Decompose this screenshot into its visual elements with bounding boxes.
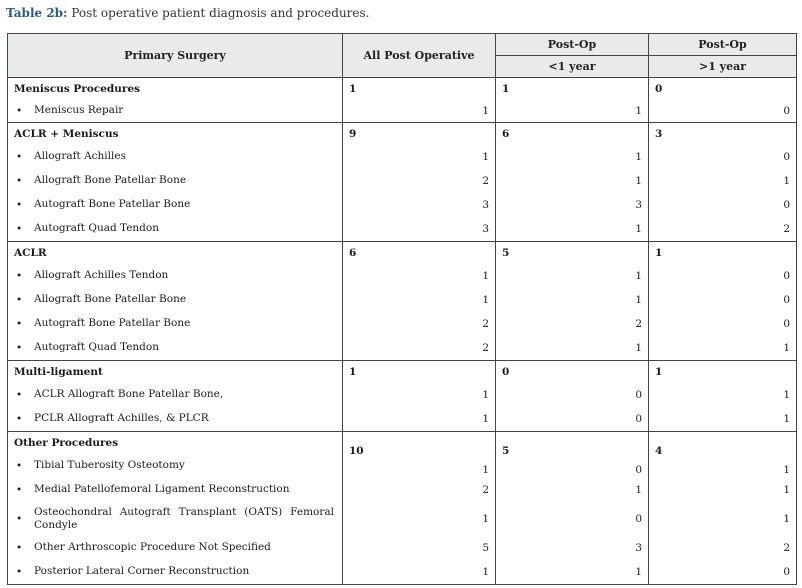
section-total: 10 — [349, 445, 364, 457]
section-row — [8, 432, 797, 585]
item-name: Allograft Achilles Tendon — [34, 269, 169, 282]
list-item — [8, 454, 342, 478]
item-value: 1 — [635, 223, 642, 235]
section-row — [8, 361, 797, 432]
bullet-icon: • — [16, 223, 23, 235]
value-cell — [649, 78, 797, 123]
section-total: 1 — [655, 366, 663, 378]
list-item — [8, 383, 342, 407]
bullet-icon: • — [16, 484, 23, 496]
section-row — [8, 123, 797, 242]
diagnosis-table — [7, 33, 797, 585]
value-cell — [343, 123, 496, 242]
section-total: 5 — [502, 445, 510, 457]
item-value: 0 — [783, 566, 790, 578]
item-value: 1 — [783, 513, 790, 525]
caption-text: Post operative patient diagnosis and procedures. — [67, 6, 370, 20]
item-value: 1 — [482, 566, 489, 578]
item-value: 1 — [783, 413, 790, 425]
bullet-icon: • — [16, 460, 23, 472]
item-value: 1 — [635, 105, 642, 117]
section-row — [8, 242, 797, 361]
section-title: Other Procedures — [14, 437, 119, 449]
item-value: 0 — [783, 151, 790, 163]
item-value: 0 — [635, 464, 642, 476]
list-item — [8, 536, 342, 560]
item-value: 0 — [783, 270, 790, 282]
section-label-cell — [8, 242, 343, 361]
item-value: 1 — [783, 464, 790, 476]
section-title: Meniscus Procedures — [14, 83, 141, 95]
list-item — [8, 560, 342, 584]
item-value: 1 — [482, 294, 489, 306]
item-value: 0 — [635, 389, 642, 401]
item-value: 3 — [635, 542, 642, 554]
item-name: Allograft Bone Patellar Bone — [34, 293, 187, 306]
bullet-icon: • — [16, 270, 23, 282]
section-total: 4 — [655, 445, 663, 457]
item-value: 0 — [783, 199, 790, 211]
item-value: 2 — [482, 318, 489, 330]
item-value: 2 — [482, 175, 489, 187]
item-value: 1 — [635, 566, 642, 578]
bullet-icon: • — [16, 199, 23, 211]
item-value: 3 — [635, 199, 642, 211]
item-value: 5 — [482, 542, 489, 554]
header-primary-surgery: Primary Surgery — [8, 34, 343, 78]
item-value: 1 — [482, 270, 489, 282]
bullet-icon: • — [16, 413, 23, 425]
section-row — [8, 78, 797, 123]
item-name: ACLR Allograft Bone Patellar Bone, — [34, 388, 224, 401]
item-value: 1 — [635, 294, 642, 306]
item-value: 2 — [635, 318, 642, 330]
item-value: 1 — [635, 342, 642, 354]
item-value: 1 — [482, 464, 489, 476]
value-cell — [496, 123, 649, 242]
item-value: 0 — [783, 294, 790, 306]
section-label-cell — [8, 432, 343, 585]
bullet-icon: • — [16, 318, 23, 330]
list-item — [8, 407, 342, 431]
value-cell — [343, 361, 496, 432]
list-item — [8, 312, 342, 336]
item-name: Tibial Tuberosity Osteotomy — [34, 459, 185, 472]
list-item — [8, 264, 342, 288]
table-caption — [6, 6, 369, 20]
value-cell — [496, 242, 649, 361]
item-value: 2 — [482, 484, 489, 496]
bullet-icon: • — [16, 294, 23, 306]
item-value: 0 — [783, 318, 790, 330]
item-value: 1 — [783, 342, 790, 354]
section-total: 9 — [349, 128, 357, 140]
list-item — [8, 100, 342, 122]
item-value: 1 — [783, 389, 790, 401]
item-value: 0 — [635, 513, 642, 525]
value-cell — [649, 242, 797, 361]
section-total: 3 — [655, 128, 663, 140]
value-cell — [343, 432, 496, 585]
section-total: 1 — [349, 366, 357, 378]
section-total: 5 — [502, 247, 510, 259]
section-label-cell — [8, 78, 343, 123]
section-label-cell — [8, 361, 343, 432]
item-value: 1 — [482, 413, 489, 425]
item-value: 1 — [783, 484, 790, 496]
list-item — [8, 502, 342, 536]
item-value: 3 — [482, 199, 489, 211]
bullet-icon: • — [16, 389, 23, 401]
section-title: ACLR + Meniscus — [14, 128, 119, 140]
list-item — [8, 288, 342, 312]
bullet-icon: • — [16, 151, 23, 163]
item-value: 2 — [783, 542, 790, 554]
list-item — [8, 217, 342, 241]
bullet-icon: • — [16, 105, 23, 117]
section-total: 6 — [502, 128, 510, 140]
section-label-cell — [8, 123, 343, 242]
bullet-icon: • — [16, 342, 23, 354]
value-cell — [649, 123, 797, 242]
item-value: 0 — [783, 105, 790, 117]
item-value: 3 — [482, 223, 489, 235]
section-total: 1 — [349, 83, 357, 95]
item-value: 1 — [635, 484, 642, 496]
item-value: 1 — [482, 389, 489, 401]
item-name: Meniscus Repair — [34, 104, 124, 117]
item-name: Other Arthroscopic Procedure Not Specified — [34, 541, 271, 554]
item-value: 1 — [635, 270, 642, 282]
header-lt1-year: <1 year — [496, 56, 649, 78]
value-cell — [343, 242, 496, 361]
item-name: Autograft Bone Patellar Bone — [34, 317, 191, 330]
caption-label: Table 2b: — [6, 6, 68, 20]
item-name: Posterior Lateral Corner Reconstruction — [34, 565, 250, 578]
value-cell — [649, 361, 797, 432]
item-value: 1 — [635, 151, 642, 163]
section-total: 0 — [502, 366, 510, 378]
bullet-icon: • — [16, 542, 23, 554]
item-value: 1 — [783, 175, 790, 187]
item-value: 1 — [482, 513, 489, 525]
item-name: Autograft Quad Tendon — [34, 341, 159, 354]
item-value: 2 — [482, 342, 489, 354]
item-value: 1 — [482, 105, 489, 117]
item-name: Allograft Bone Patellar Bone — [34, 174, 187, 187]
list-item — [8, 478, 342, 502]
list-item — [8, 169, 342, 193]
item-name: Allograft Achilles — [34, 150, 126, 163]
section-title: Multi-ligament — [14, 366, 103, 378]
bullet-icon: • — [16, 566, 23, 578]
value-cell — [496, 432, 649, 585]
header-all-post-operative: All Post Operative — [343, 34, 496, 78]
list-item — [8, 193, 342, 217]
item-value: 1 — [482, 151, 489, 163]
header-post-op-lt1: Post-Op — [496, 34, 649, 56]
list-item — [8, 145, 342, 169]
header-post-op-gt1: Post-Op — [649, 34, 797, 56]
header-gt1-year: >1 year — [649, 56, 797, 78]
item-name: Osteochondral Autograft Transplant (OATS) Femoral Condyle — [34, 505, 334, 531]
item-value: 0 — [635, 413, 642, 425]
section-total: 6 — [349, 247, 357, 259]
item-name: PCLR Allograft Achilles, & PLCR — [34, 412, 209, 425]
item-value: 1 — [635, 175, 642, 187]
item-name: Autograft Quad Tendon — [34, 222, 159, 235]
bullet-icon: • — [16, 513, 23, 525]
section-total: 1 — [502, 83, 510, 95]
section-total: 0 — [655, 83, 663, 95]
section-title: ACLR — [14, 247, 47, 259]
item-name: Autograft Bone Patellar Bone — [34, 198, 191, 211]
item-value: 2 — [783, 223, 790, 235]
value-cell — [343, 78, 496, 123]
list-item — [8, 336, 342, 360]
item-name: Medial Patellofemoral Ligament Reconstruction — [34, 483, 290, 496]
value-cell — [496, 78, 649, 123]
section-total: 1 — [655, 247, 663, 259]
value-cell — [649, 432, 797, 585]
value-cell — [496, 361, 649, 432]
bullet-icon: • — [16, 175, 23, 187]
